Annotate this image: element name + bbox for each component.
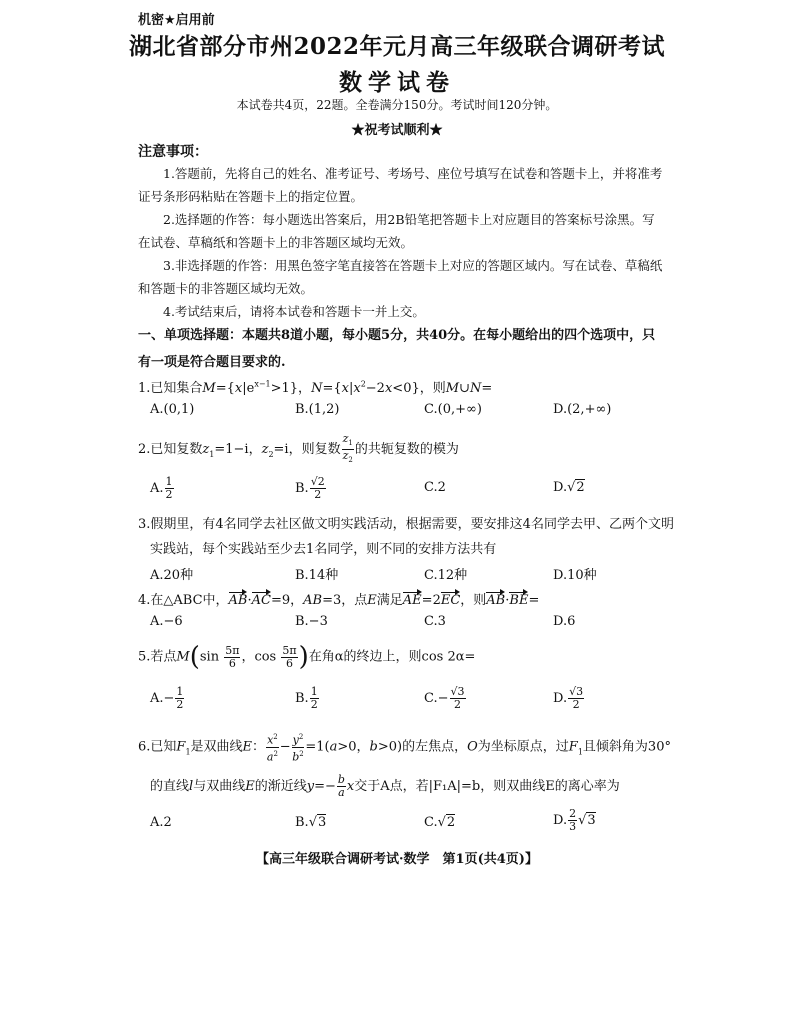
good-luck-line: ★祝考试顺利★ bbox=[351, 123, 443, 138]
q1-option-c: C.(0,+∞) bbox=[424, 402, 482, 417]
confidential-label: 机密★启用前 bbox=[138, 13, 215, 28]
question-1: 1.已知集合$M=\{x|e^{x-1}>1\}$，$N=\{x|x^2-2x<0\}$，则M∪N= bbox=[138, 379, 493, 396]
q3-option-c: C.12种 bbox=[424, 568, 468, 583]
q5-option-a: A.− $\frac{1}{2}$ bbox=[150, 685, 184, 711]
q6-option-b: B.√3 bbox=[295, 815, 327, 830]
note-item: 1.答题前，先将自己的姓名、准考证号、考场号、座位号填写在试卷和答题卡上，并将准考证号条形码粘贴在答题卡上的指定位置。 bbox=[138, 166, 663, 204]
section-heading: 一、单项选择题：本题共8道小题，每小题5分，共40分。在每小题给出的四个选项中，只有一项是符合题目要求的. bbox=[138, 328, 656, 370]
question-2: 2.已知复数$z_1=1-i$，$z_2=i$，则复数 $\frac{z_1}{z_2}$ 的共轭复数的模为 bbox=[138, 432, 459, 465]
q4-option-a: A.−6 bbox=[150, 614, 183, 629]
q6-option-a: A.2 bbox=[150, 815, 172, 830]
question-6-line-1: 6.已知$F_1$是双曲线E： $\frac{x^2}{a^2}$ − $\frac{y^2}{b^2}$ =1(a>0，b>0)的左焦点，O为坐标原点，过$F_1$且倾斜角为30° bbox=[138, 733, 671, 764]
q3-option-b: B.14种 bbox=[295, 568, 339, 583]
q3-option-a: A.20种 bbox=[150, 568, 194, 583]
q2-option-b: B. $\frac{√2}{2}$ bbox=[295, 475, 325, 501]
q5-option-c: C.− $\frac{√3}{2}$ bbox=[424, 685, 465, 711]
q4-option-c: C.3 bbox=[424, 614, 446, 629]
exam-title: 湖北省部分市州2022年元月高三年级联合调研考试 bbox=[128, 33, 665, 60]
q2-option-d: D.√2 bbox=[553, 480, 585, 495]
q6-option-c: C.√2 bbox=[424, 815, 456, 830]
q1-option-b: B.(1,2) bbox=[295, 402, 340, 417]
q3-option-d: D.10种 bbox=[553, 568, 597, 583]
q4-option-b: B.−3 bbox=[295, 614, 328, 629]
q1-option-a: A.(0,1) bbox=[150, 402, 195, 417]
question-6-line-2: 的直线l与双曲线E的渐近线y=− $\frac{b}{a}$ x交于A点，若|F₁A|=b，则双曲线E的离心率为 bbox=[150, 773, 620, 799]
note-item: 3.非选择题的作答：用黑色签字笔直接答在答题卡上对应的答题区域内。写在试卷、草稿纸和答题卡的非答题区域均无效。 bbox=[138, 258, 663, 296]
notes-list bbox=[138, 162, 666, 323]
exam-info: 本试卷共4页，22题。全卷满分150分。考试时间120分钟。 bbox=[236, 98, 558, 112]
question-3-line-2: 实践站，每个实践站至少去1名同学，则不同的安排方法共有 bbox=[150, 542, 497, 557]
subject-title: 数学试卷 bbox=[339, 69, 455, 96]
q1-option-d: D.(2,+∞) bbox=[553, 402, 612, 417]
question-5: 5.若点M(sin $\frac{5\pi}{6}$ ，cos $\frac{5\pi}{6}$ )在角α的终边上，则cos 2α= bbox=[138, 642, 476, 672]
q6-option-d: D. $\frac{2}{3}$ √3 bbox=[553, 807, 596, 833]
q5-option-d: D. $\frac{√3}{2}$ bbox=[553, 685, 584, 711]
note-item: 2.选择题的作答：每小题选出答案后，用2B铅笔把答题卡上对应题目的答案标号涂黑。写在试卷、草稿纸和答题卡上的非答题区域均无效。 bbox=[138, 212, 655, 250]
q2-option-c: C.2 bbox=[424, 480, 446, 495]
question-4: 4.在△ABC中，AB·AC=9，AB=3，点E满足AE=2EC，则AB·BE= bbox=[138, 593, 540, 608]
page-footer: 【高三年级联合调研考试·数学 第1页(共4页)】 bbox=[256, 852, 538, 867]
q5-option-b: B. $\frac{1}{2}$ bbox=[295, 685, 318, 711]
notes-title: 注意事项： bbox=[138, 144, 208, 160]
question-3-line-1: 3.假期里，有4名同学去社区做文明实践活动，根据需要，要安排这4名同学去甲、乙两个文明 bbox=[138, 517, 674, 532]
q2-option-a: A. $\frac{1}{2}$ bbox=[150, 475, 173, 501]
q4-option-d: D.6 bbox=[553, 614, 576, 629]
note-item: 4.考试结束后，请将本试卷和答题卡一并上交。 bbox=[163, 304, 425, 319]
